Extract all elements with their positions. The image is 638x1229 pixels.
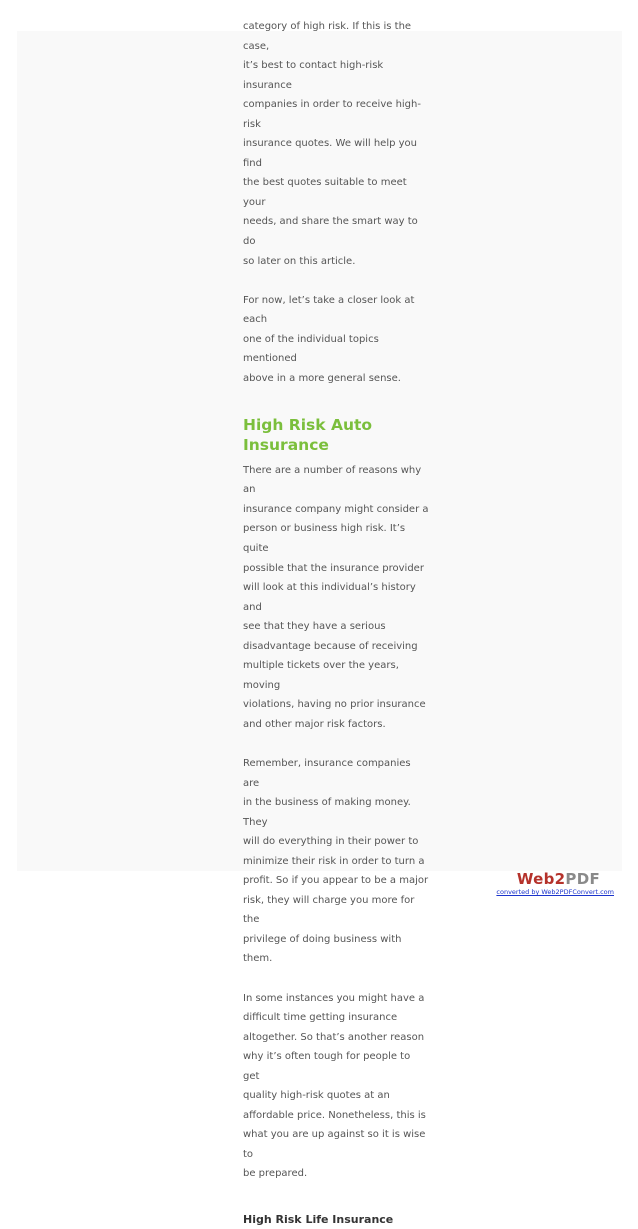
web2pdf-badge[interactable] [496,870,614,900]
auto-heading-wrap [243,408,429,455]
text-line: be prepared. [243,1168,308,1180]
text-line: in the business of making money. They [243,797,411,828]
text-line: affordable price. Nonetheless, this is [243,1109,426,1121]
text-line: see that they have a serious [243,621,386,633]
heading-line: Insurance [243,435,329,454]
text-line: privilege of doing business with them. [243,933,402,965]
text-line: it’s best to contact high-risk insurance [243,60,384,91]
text-line: quality high-risk quotes at an [243,1090,390,1102]
article-body [243,17,429,1229]
logo-pdf-text: PDF [565,870,600,888]
text-line: disadvantage because of receiving [243,640,418,652]
text-line: multiple tickets over the years, moving [243,660,399,691]
text-line: There are a number of reasons why an [243,464,422,496]
text-line: For now, let’s take a closer look at each [243,294,415,326]
text-line: category of high risk. If this is the case, [243,21,412,52]
text-line: minimize their risk in order to turn a [243,855,425,867]
intro-paragraph [243,17,429,271]
logo-web2-text: Web2 [516,870,566,888]
heading-line: High Risk Auto [243,415,373,434]
text-line: will do everything in their power to [243,836,419,848]
auto-paragraph-3 [243,989,429,1184]
heading-high-risk-auto-insurance [243,415,429,455]
text-line: needs, and share the smart way to do [243,216,418,248]
text-line: so later on this article. [243,255,356,267]
text-line: violations, having no prior insurance [243,699,426,711]
text-line: the best quotes suitable to meet your [243,177,407,208]
text-line: profit. So if you appear to be a major [243,875,429,887]
text-line: insurance quotes. We will help you find [243,138,418,169]
life-heading-wrap [243,1203,429,1229]
text-line: difficult time getting insurance [243,1012,398,1024]
for-now-paragraph [243,291,429,389]
article-column [243,21,429,1227]
text-line: altogether. So that’s another reason [243,1031,425,1043]
text-line: In some instances you might have a [243,992,425,1004]
text-line: and other major risk factors. [243,718,386,730]
auto-paragraph-1 [243,461,429,735]
web2pdf-logo [517,870,600,888]
text-line: risk, they will charge you more for the [243,894,415,926]
heading-high-risk-life-insurance: High Risk Life Insurance [243,1213,394,1227]
text-line: companies in order to receive high-risk [243,99,421,130]
converted-by-link[interactable]: converted by Web2PDFConvert.com [496,888,614,896]
text-line: possible that the insurance provider [243,562,424,574]
text-line: insurance company might consider a [243,503,429,515]
text-line: one of the individual topics mentioned [243,333,379,365]
text-line: what you are up against so it is wise to [243,1129,426,1160]
text-line: person or business high risk. It’s quite [243,523,406,555]
auto-paragraph-2 [243,754,429,969]
text-line: above in a more general sense. [243,372,401,384]
text-line: will look at this individual’s history and [243,582,416,613]
text-line: Remember, insurance companies are [243,758,411,789]
text-line: why it’s often tough for people to get [243,1051,411,1082]
